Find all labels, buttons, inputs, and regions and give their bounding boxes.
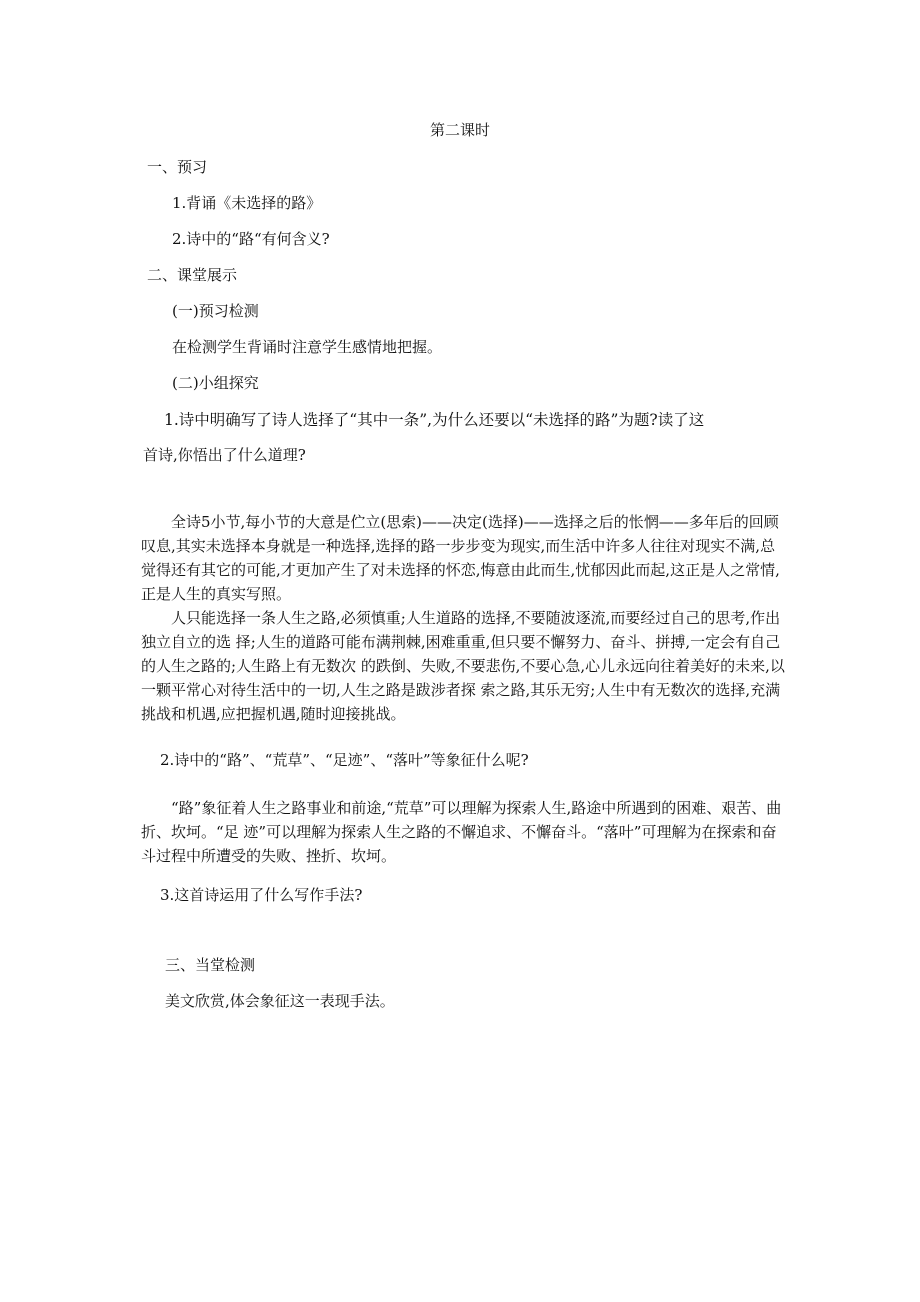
question-1-line-1: 1.诗中明确写了诗人选择了“其中一条”,为什么还要以“未选择的路”为题?读了这 [164,411,705,429]
preview-check-text: 在检测学生背诵时注意学生感情地把握。 [172,338,443,356]
section-heading-preview: 一、预习 [147,158,208,176]
section-heading-class-show: 二、课堂展示 [147,266,238,284]
subheading-preview-check: (一)预习检测 [172,302,259,320]
answer-paragraph-3: “路”象征着人生之路事业和前途,“荒草”可以理解为探索人生,路途中所遇到的困难、艰苦、曲折、坎坷。“足 迹”可以理解为探索人生之路的不懈追求、不懈奋斗。“落叶”可理解为在探索和奋斗过程中所遭受的失败、挫折、坎坷。 [141,799,782,865]
question-3: 3.这首诗运用了什么写作手法? [160,886,363,904]
answer-paragraph-1: 全诗5小节,每小节的大意是伫立(思索)——决定(选择)——选择之后的怅惘——多年后的回顾叹息,其实未选择本身就是一种选择,选择的路一步步变为现实,而生活中许多人往往对现实不满,总觉得还有其它的可能,才更加产生了对未选择的怀恋,悔意由此而生,忧郁因此而起,这正是人之常情,正是人生的真实写照。 [141,513,780,603]
preview-item-2: 2.诗中的“路“有何含义? [172,230,330,248]
question-2: 2.诗中的“路”、“荒草”、“足迹”、“落叶”等象征什么呢? [160,751,529,769]
question-1-line-2: 首诗,你悟出了什么道理? [143,446,306,464]
preview-item-1: 1.背诵《未选择的路》 [172,194,322,212]
page-title: 第二课时 [429,121,490,139]
check-text: 美文欣赏,体会象征这一表现手法。 [165,992,395,1010]
section-heading-check: 三、当堂检测 [165,956,256,974]
answer-paragraph-2: 人只能选择一条人生之路,必须慎重;人生道路的选择,不要随波逐流,而要经过自己的思考,作出独立自立的选 择;人生的道路可能布满荆棘,困难重重,但只要不懈努力、奋斗、拼搏,一定会有自己的人生之路的;人生路上有无数次 的跌倒、失败,不要悲伤,不要心急,心儿永远向往着美好的未来,以一颗平常心对待生活中的一切,人生之路是跋涉者探 索之路,其乐无穷;人生中有无数次的选择,充满挑战和机遇,应把握机遇,随时迎接挑战。 [141,609,785,723]
subheading-group-explore: (二)小组探究 [172,374,259,392]
